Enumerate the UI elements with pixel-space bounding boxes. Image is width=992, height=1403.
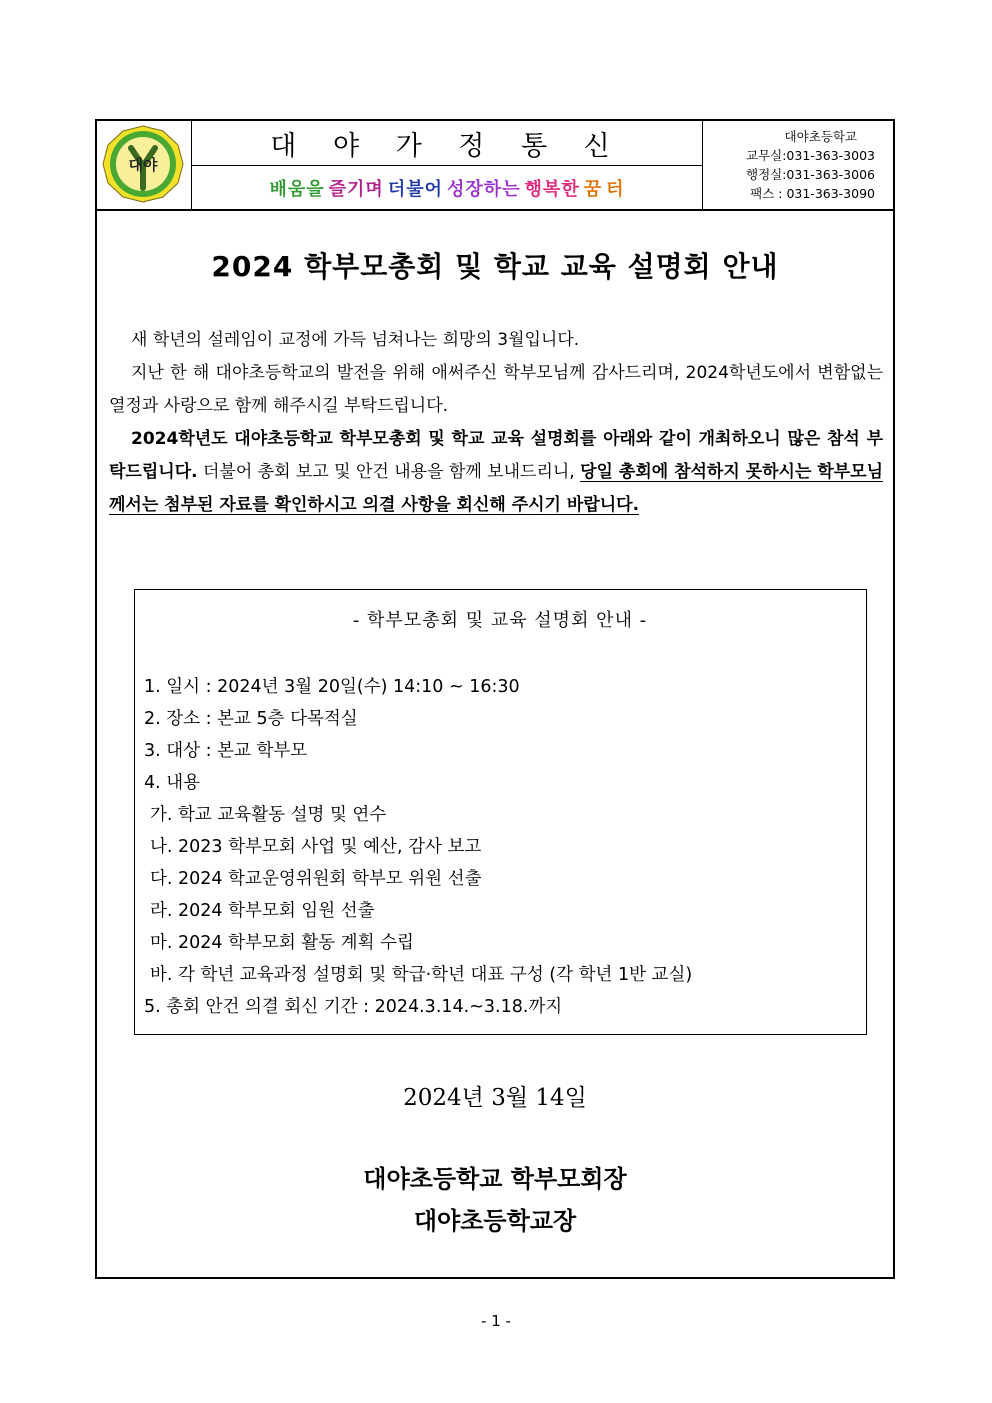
slogan [192,166,702,209]
notice-box-title: - 학부모총회 및 교육 설명회 안내 - [352,610,648,631]
title-cell [192,121,703,209]
issue-date: 2024년 3월 14일 [403,1085,587,1111]
newsletter-frame [95,119,895,1279]
slogan-word: 터 [606,178,625,200]
logo-cell [97,121,192,209]
school-name: 대야초등학교 [784,129,857,144]
notice-subitem: 마. 2024 학부모회 활동 계획 수립 [150,933,414,953]
notice-item: 3. 대상 : 본교 학부모 [144,741,308,761]
slogan-word: 성장하는 [447,178,521,200]
paragraph-intro: 새 학년의 설레임이 교정에 가득 넘쳐나는 희망의 3월입니다. [131,330,580,350]
paragraph-invitation [109,423,883,522]
notice-subitem: 라. 2024 학부모회 임원 선출 [150,901,375,921]
newsletter-header [97,121,893,211]
contact-info [703,121,893,209]
slogan-word: 꿈 [583,178,603,200]
contact-line: 교무실:031-363-3003 [746,148,875,163]
slogan-word: 즐기며 [328,178,384,200]
notice-item: 2. 장소 : 본교 5층 다목적실 [144,709,358,729]
invitation-bold-text: 2024학년도 대야초등학교 학부모총회 및 학교 교육 설명회를 아래와 같이 개최하오니 많은 참석 부탁드립니다. [109,429,883,482]
invitation-plain-text: 더불어 총회 보고 및 안건 내용을 함께 보내드리니, [197,462,581,482]
slogan-word: 배움을 [269,178,325,200]
school-logo [101,124,185,204]
notice-subitem: 바. 각 학년 교육과정 설명회 및 학급·학년 대표 구성 (각 학년 1반 교실) [150,965,693,985]
signer-parents-association: 대야초등학교 학부모회장 [363,1164,627,1193]
notice-box [134,589,867,1035]
slogan-word: 더불어 [387,178,443,200]
invitation-underlined-text: 당일 총회에 참석하지 못하시는 학부모님께서는 첨부된 자료를 확인하시고 의결 사항을 회신해 주시기 바랍니다. [109,462,883,515]
notice-items [144,671,692,1023]
page-number: - 1 - [481,1312,511,1330]
notice-item: 1. 일시 : 2024년 3월 20일(수) 14:10 ~ 16:30 [144,677,520,697]
notice-item: 5. 총회 안건 의결 회신 기간 : 2024.3.14.~3.18.까지 [144,997,563,1017]
newsletter-title: 대 야 가 정 통 신 [192,121,702,166]
notice-item: 4. 내용 [144,773,201,793]
paragraph-thanks: 지난 한 해 대야초등학교의 발전을 위해 애써주신 학부모님께 감사드리며, 2024학년도에서 변함없는 열정과 사랑으로 함께 해주시길 부탁드립니다. [109,363,883,416]
notice-subitem: 다. 2024 학교운영위원회 학부모 위원 선출 [150,869,482,889]
slogan-word: 행복한 [524,178,580,200]
notice-subitem: 가. 학교 교육활동 설명 및 연수 [150,805,387,825]
signer-principal: 대야초등학교장 [413,1206,577,1235]
notice-subitem: 나. 2023 학부모회 사업 및 예산, 감사 보고 [150,837,482,857]
contact-line: 행정실:031-363-3006 [746,167,875,182]
logo-text: 대야 [128,156,158,174]
document-title: 2024 학부모총회 및 학교 교육 설명회 안내 [211,250,779,283]
contact-line: 팩스 : 031-363-3090 [750,186,875,201]
